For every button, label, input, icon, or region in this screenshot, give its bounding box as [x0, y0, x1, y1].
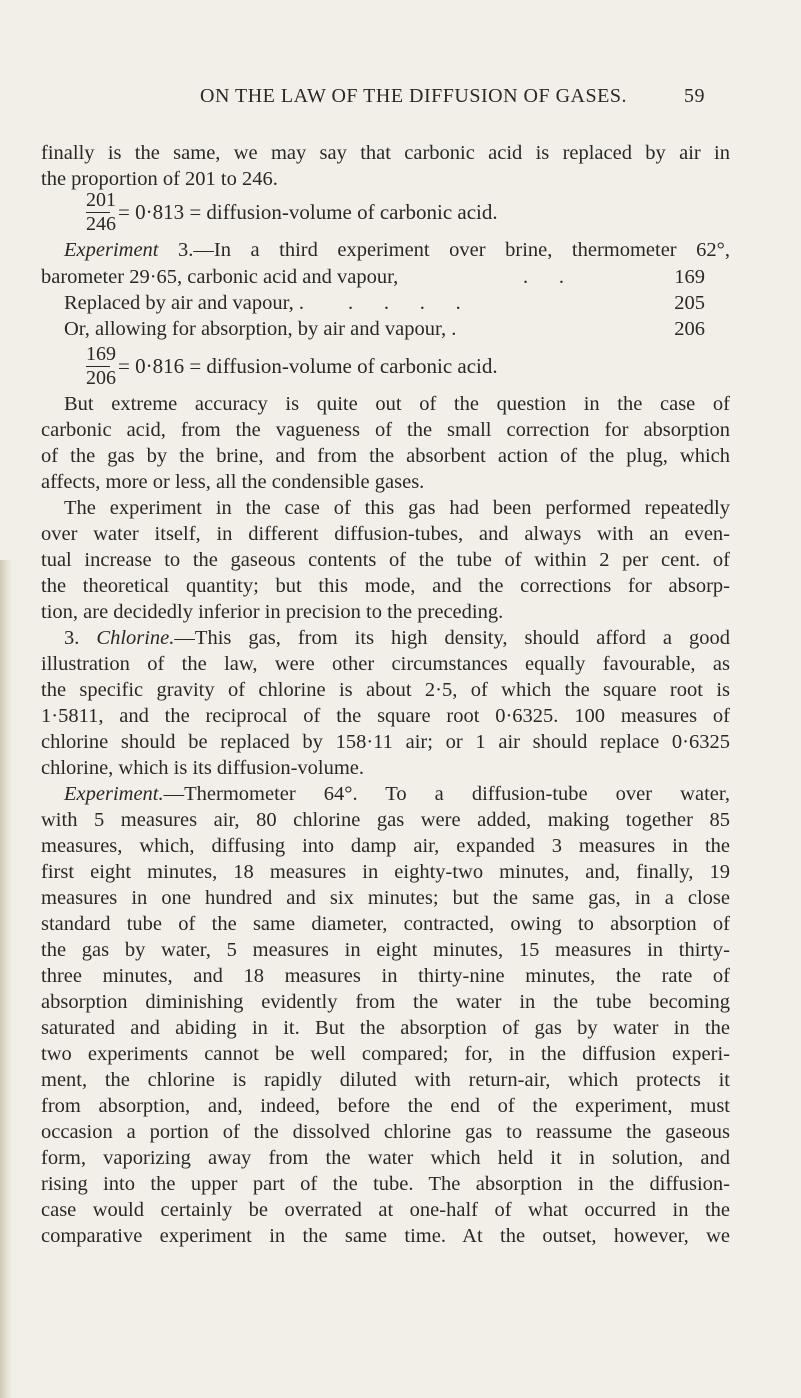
text-line: case would certainly be overrated at one-half of what occurred in the	[41, 1199, 730, 1221]
text-line: the proportion of 201 to 246.	[41, 168, 278, 190]
fraction-numerator: 169	[86, 343, 116, 365]
fraction-numerator: 201	[86, 189, 116, 211]
page-edge-shadow	[0, 560, 12, 1398]
text-line: tual increase to the gaseous contents of the tube of within 2 per cent. of	[41, 549, 730, 571]
experiment-3-heading: Experiment 3.—In a third experiment over brine, thermometer 62°,	[64, 239, 730, 261]
section-label: Chlorine.	[96, 627, 175, 649]
text-line: illustration of the law, were other circumstances equally favourable, as	[41, 653, 730, 675]
text-line: But extreme accuracy is quite out of the question in the case of	[64, 393, 730, 415]
text-line: chlorine, which is its diffusion-volume.	[41, 757, 365, 779]
fraction-denominator: 206	[86, 367, 116, 389]
text-line: occasion a portion of the dissolved chlorine gas to reassume the gaseous	[41, 1121, 730, 1143]
text-line: carbonic acid, from the vagueness of the small correction for absorption	[41, 419, 730, 441]
running-header	[0, 85, 801, 115]
fraction-denominator: 246	[86, 213, 116, 235]
text-line: The experiment in the case of this gas had been performed repeatedly	[64, 497, 730, 519]
text-line: first eight minutes, 18 measures in eighty-two minutes, and, finally, 19	[41, 861, 730, 883]
text-line: the theoretical quantity; but this mode, and the corrections for absorp-	[41, 575, 730, 597]
text-line: two experiments cannot be well compared; for, in the diffusion experi-	[41, 1043, 730, 1065]
text-line: absorption diminishing evidently from the water in the tube becoming	[41, 991, 730, 1013]
experiment-heading: Experiment.—Thermometer 64°. To a diffusion-tube over water,	[64, 783, 730, 805]
page-number: 59	[684, 85, 705, 107]
text-line: three minutes, and 18 measures in thirty-nine minutes, the rate of	[41, 965, 730, 987]
text-line: rising into the upper part of the tube. The absorption in the diffusion-	[41, 1173, 730, 1195]
text-line: saturated and abiding in it. But the absorption of gas by water in the	[41, 1017, 730, 1039]
text-line: tion, are decidedly inferior in precision to the preceding.	[41, 601, 504, 623]
text-line: comparative experiment in the same time. At the outset, however, we	[41, 1225, 730, 1247]
text-line: standard tube of the same diameter, contracted, owing to absorption of	[41, 913, 730, 935]
experiment-label: Experiment.	[64, 783, 164, 805]
text-line: form, vaporizing away from the water which held it in solution, and	[41, 1147, 730, 1169]
text-line: finally is the same, we may say that carbonic acid is replaced by air in	[41, 142, 730, 164]
text-line: the gas by water, 5 measures in eight minutes, 15 measures in thirty-	[41, 939, 730, 961]
text-line: affects, more or less, all the condensible gases.	[41, 471, 425, 493]
text-line: of the gas by the brine, and from the absorbent action of the plug, which	[41, 445, 730, 467]
equation-result: = 0·813 = diffusion-volume of carbonic acid.	[118, 200, 498, 224]
text-line: ment, the chlorine is rapidly diluted with return-air, which protects it	[41, 1069, 730, 1091]
text-line: with 5 measures air, 80 chlorine gas were added, making together 85	[41, 809, 730, 831]
row-value: 205	[674, 292, 705, 314]
running-title: ON THE LAW OF THE DIFFUSION OF GASES.	[200, 85, 627, 107]
text-line: from absorption, and, indeed, before the end of the experiment, must	[41, 1095, 730, 1117]
equation-result: = 0·816 = diffusion-volume of carbonic acid.	[118, 354, 498, 378]
text-line: over water itself, in different diffusion-tubes, and always with an even-	[41, 523, 730, 545]
chlorine-heading: 3. Chlorine.—This gas, from its high density, should afford a good	[64, 627, 731, 649]
row-value: 206	[674, 318, 705, 340]
row-value: 169	[674, 266, 705, 288]
text-line: measures, which, diffusing into damp air, expanded 3 measures in the	[41, 835, 730, 857]
text-line: 1·5811, and the reciprocal of the square root 0·6325. 100 measures of	[41, 705, 730, 727]
text-line: the specific gravity of chlorine is about 2·5, of which the square root is	[41, 679, 730, 701]
experiment-label: Experiment	[64, 239, 159, 261]
text-line: chlorine should be replaced by 158·11 air; or 1 air should replace 0·6325	[41, 731, 730, 753]
text-line: measures in one hundred and six minutes; but the same gas, in a close	[41, 887, 730, 909]
